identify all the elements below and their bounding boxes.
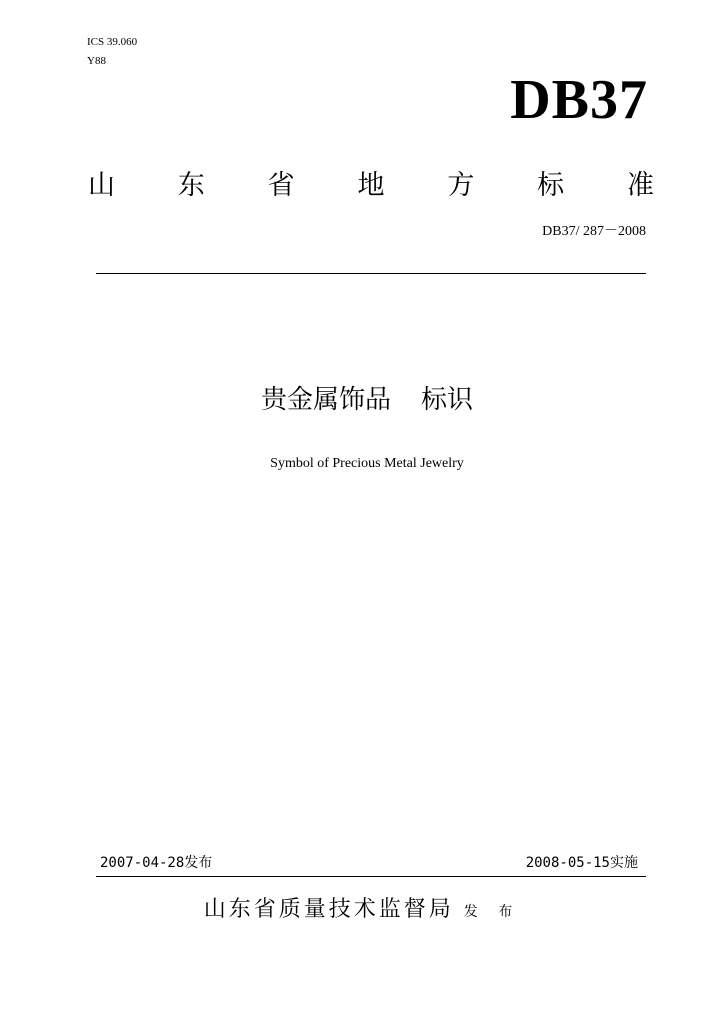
implementation-date-line xyxy=(526,853,638,873)
standard-type-char: 准 xyxy=(626,170,654,201)
issuer-action: 发 布 xyxy=(463,904,521,920)
top-divider xyxy=(96,273,646,274)
standard-code-logo: DB37 xyxy=(510,69,648,131)
issue-label: 发布 xyxy=(184,855,213,871)
issue-date: 2007-04-28 xyxy=(100,855,185,871)
issuer-line xyxy=(0,893,724,929)
implementation-date: 2008-05-15 xyxy=(525,855,610,871)
document-title-chinese xyxy=(0,382,724,418)
title-main: 贵金属饰品 xyxy=(260,385,391,415)
standard-type-heading xyxy=(88,168,654,204)
title-sub: 标识 xyxy=(421,385,474,415)
standard-type-char: 地 xyxy=(357,170,385,201)
standard-type-char: 方 xyxy=(447,170,475,201)
bottom-divider xyxy=(96,876,646,877)
implementation-label: 实施 xyxy=(610,855,638,871)
standard-type-char: 标 xyxy=(537,170,565,201)
standard-type-char: 东 xyxy=(177,170,205,201)
classification-code: Y88 xyxy=(87,55,106,67)
issuing-authority: 山东省质量技术监督局 xyxy=(203,897,454,922)
standard-type-char: 山 xyxy=(88,170,115,201)
standard-number: DB37/ 287－2008 xyxy=(542,224,646,239)
document-title-english: Symbol of Precious Metal Jewelry xyxy=(270,456,464,471)
issue-date-line xyxy=(100,853,212,873)
standard-type-char: 省 xyxy=(267,170,295,201)
ics-code: ICS 39.060 xyxy=(87,36,138,48)
